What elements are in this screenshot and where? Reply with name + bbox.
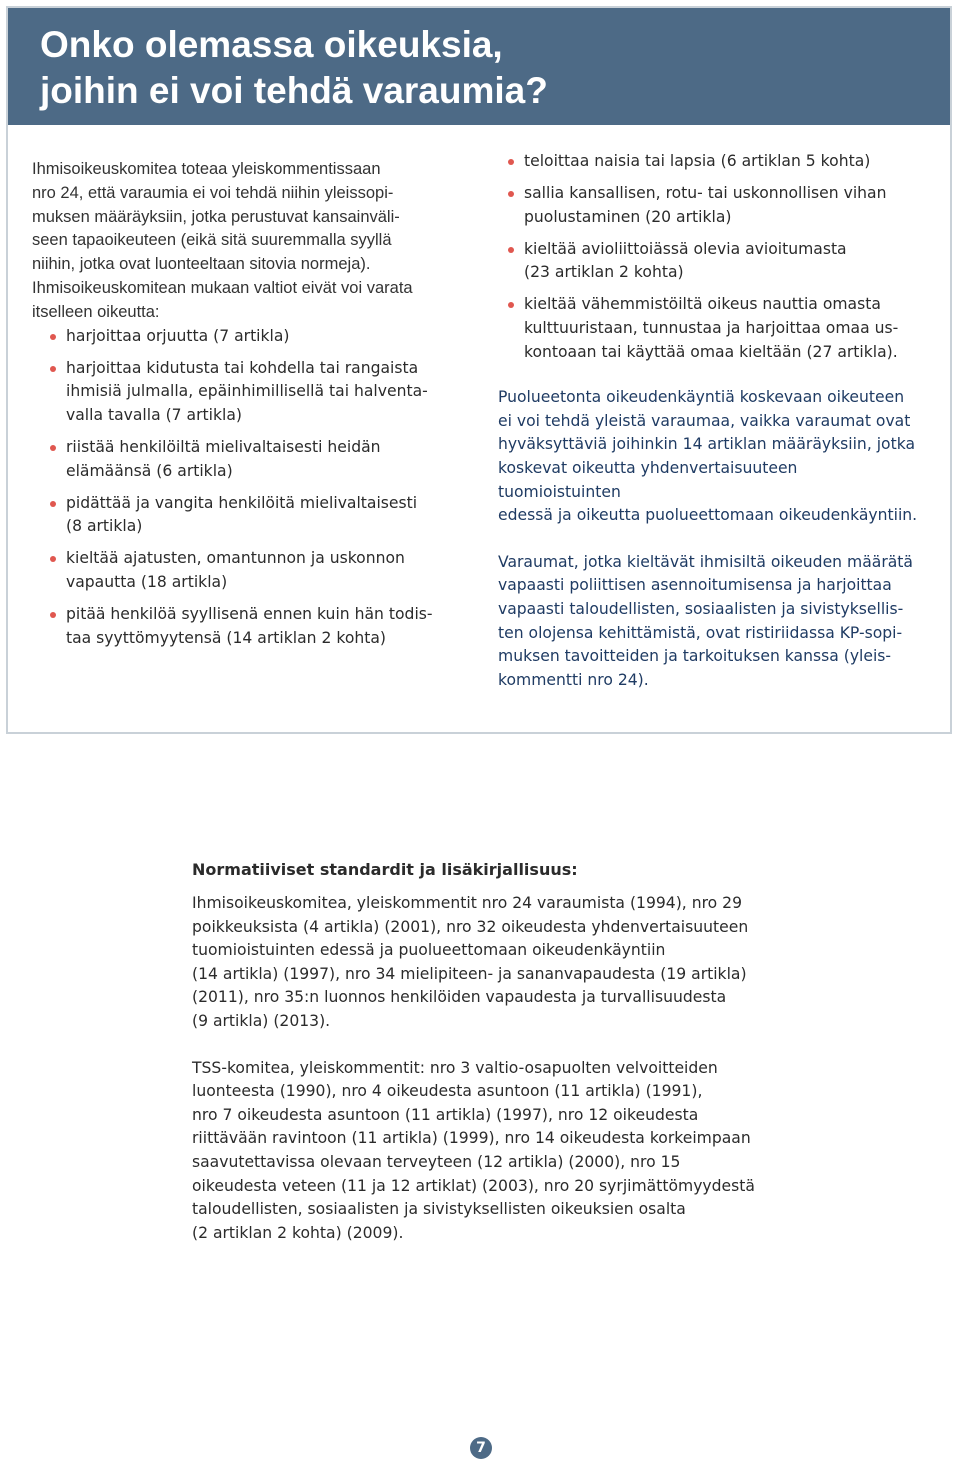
text-line: kieltää vähemmistöiltä oikeus nauttia omasta bbox=[524, 295, 881, 314]
text-line: oikeudesta veteen (11 ja 12 artiklat) (2003), nro 20 syrjimättömyydestä bbox=[192, 1176, 755, 1195]
text-line: saavutettavissa olevaan terveyteen (12 artikla) (2000), nro 15 bbox=[192, 1152, 681, 1171]
bullet-dot-icon bbox=[50, 445, 56, 451]
text-line: (23 artiklan 2 kohta) bbox=[524, 263, 684, 282]
text-line: (8 artikla) bbox=[66, 517, 143, 536]
list-item bbox=[490, 238, 920, 285]
right-bullet-list bbox=[490, 150, 920, 364]
self-determination-paragraph bbox=[490, 551, 920, 693]
text-line: (9 artikla) (2013). bbox=[192, 1011, 331, 1030]
text-line: kieltää ajatusten, omantunnon ja uskonnon bbox=[66, 549, 405, 568]
text-line: Ihmisoikeuskomitea, yleiskommentit nro 24 varaumista (1994), nro 29 bbox=[192, 894, 743, 912]
text-line: vapaasti taloudellisten, sosiaalisten ja sivistyksellis- bbox=[498, 600, 904, 618]
text-line: seen tapaoikeuteen (eikä sitä suuremmalla syyllä bbox=[32, 231, 392, 250]
text-line: vapautta (18 artikla) bbox=[66, 572, 228, 591]
text-line: muksen tavoitteiden ja tarkoituksen kanssa (yleis- bbox=[498, 647, 892, 666]
title-line: joihin ei voi tehdä varaumia? bbox=[40, 70, 548, 111]
list-item bbox=[32, 436, 468, 483]
bullet-dot-icon bbox=[508, 159, 514, 165]
text-line: pidättää ja vangita henkilöitä mielivaltaisesti bbox=[66, 493, 418, 512]
bullet-dot-icon bbox=[50, 334, 56, 340]
text-line: TSS-komitea, yleiskommentit: nro 3 valtio-osapuolten velvoitteiden bbox=[192, 1058, 718, 1077]
text-line: pitää henkilöä syyllisenä ennen kuin hän todis- bbox=[66, 605, 433, 624]
references-paragraph bbox=[192, 1057, 792, 1246]
text-line: koskevat oikeutta yhdenvertaisuuteen tuomioistuinten bbox=[498, 459, 798, 501]
text-line: kommentti nro 24). bbox=[498, 670, 649, 689]
list-item bbox=[490, 182, 920, 229]
text-line: puolustaminen (20 artikla) bbox=[524, 207, 732, 226]
left-bullet-list bbox=[32, 325, 468, 651]
list-item bbox=[32, 325, 468, 349]
text-line: taa syyttömyytensä (14 artiklan 2 kohta) bbox=[66, 628, 386, 647]
list-item bbox=[32, 357, 468, 428]
text-line: ihmisiä julmalla, epäinhimillisellä tai halventa- bbox=[66, 382, 428, 401]
list-item bbox=[490, 293, 920, 364]
text-line: elämäänsä (6 artikla) bbox=[66, 461, 233, 480]
text-line: kontoaan tai käyttää omaa kieltään (27 artikla). bbox=[524, 342, 898, 361]
text-line: Puolueetonta oikeudenkäyntiä koskevaan oikeuteen bbox=[498, 388, 905, 407]
text-line: niihin, jotka ovat luonteeltaan sitovia normeja). bbox=[32, 255, 371, 274]
text-line: edessä ja oikeutta puolueettomaan oikeudenkäyntiin. bbox=[498, 506, 918, 525]
bullet-dot-icon bbox=[50, 556, 56, 562]
text-line: hyväksyttäviä joihinkin 14 artiklan määräyksiin, jotka bbox=[498, 435, 916, 454]
text-line: kulttuuristaan, tunnustaa ja harjoittaa omaa us- bbox=[524, 319, 899, 338]
text-line: itselleen oikeutta: bbox=[32, 302, 160, 321]
intro-paragraph bbox=[32, 158, 468, 325]
text-line: vapaasti poliittisen asennoitumisensa ja harjoittaa bbox=[498, 576, 892, 595]
fair-trial-paragraph bbox=[490, 386, 920, 528]
text-line: nro 24, että varaumia ei voi tehdä niihin yleissopi- bbox=[32, 183, 394, 202]
text-line: riistää henkilöiltä mielivaltaisesti heidän bbox=[66, 437, 381, 456]
references-heading: Normatiiviset standardit ja lisäkirjallisuus: bbox=[192, 860, 578, 879]
page-title bbox=[40, 22, 840, 114]
left-column bbox=[32, 158, 468, 659]
right-column bbox=[490, 150, 920, 692]
list-item bbox=[32, 603, 468, 650]
text-line: (2011), nro 35:n luonnos henkilöiden vapaudesta ja turvallisuudesta bbox=[192, 988, 727, 1007]
text-line: (14 artikla) (1997), nro 34 mielipiteen- ja sananvapaudesta (19 artikla) bbox=[192, 964, 747, 983]
bullet-dot-icon bbox=[50, 366, 56, 372]
text-line: valla tavalla (7 artikla) bbox=[66, 405, 242, 424]
bullet-dot-icon bbox=[508, 302, 514, 308]
text-line: harjoittaa kidutusta tai kohdella tai rangaista bbox=[66, 358, 419, 377]
references-paragraph bbox=[192, 892, 792, 1034]
text-line: kieltää avioliittoiässä olevia avioitumasta bbox=[524, 239, 847, 258]
text-line: tuomioistuinten edessä ja puolueettomaan oikeudenkäyntiin bbox=[192, 941, 666, 960]
text-line: muksen määräyksiin, jotka perustuvat kansainväli- bbox=[32, 207, 400, 226]
text-line: luonteesta (1990), nro 4 oikeudesta asuntoon (11 artikla) (1991), bbox=[192, 1082, 703, 1101]
list-item bbox=[490, 150, 920, 174]
text-line: riittävään ravintoon (11 artikla) (1999), nro 14 oikeudesta korkeimpaan bbox=[192, 1129, 751, 1148]
title-line: Onko olemassa oikeuksia, bbox=[40, 24, 503, 65]
text-line: harjoittaa orjuutta (7 artikla) bbox=[66, 326, 290, 345]
text-line: taloudellisten, sosiaalisten ja sivistyksellisten oikeuksien osalta bbox=[192, 1200, 686, 1219]
text-line: Ihmisoikeuskomitean mukaan valtiot eivät voi varata bbox=[32, 278, 413, 297]
text-line: teloittaa naisia tai lapsia (6 artiklan 5 kohta) bbox=[524, 152, 871, 170]
text-line: nro 7 oikeudesta asuntoon (11 artikla) (1997), nro 12 oikeudesta bbox=[192, 1105, 699, 1124]
header-banner bbox=[8, 8, 950, 125]
page-number: 7 bbox=[470, 1437, 492, 1459]
text-line: poikkeuksista (4 artikla) (2001), nro 32 oikeudesta yhdenvertaisuuteen bbox=[192, 917, 749, 936]
text-line: ei voi tehdä yleistä varaumaa, vaikka varaumat ovat bbox=[498, 411, 911, 430]
text-line: ten olojensa kehittämistä, ovat ristiriidassa KP-sopi- bbox=[498, 623, 903, 642]
text-line: Ihmisoikeuskomitea toteaa yleiskommentissaan bbox=[32, 160, 381, 178]
text-line: Varaumat, jotka kieltävät ihmisiltä oikeuden määrätä bbox=[498, 552, 913, 571]
text-line: (2 artiklan 2 kohta) (2009). bbox=[192, 1223, 404, 1242]
bullet-dot-icon bbox=[508, 247, 514, 253]
bullet-dot-icon bbox=[508, 191, 514, 197]
list-item bbox=[32, 547, 468, 594]
bullet-dot-icon bbox=[50, 612, 56, 618]
text-line: sallia kansallisen, rotu- tai uskonnollisen vihan bbox=[524, 184, 887, 203]
list-item bbox=[32, 492, 468, 539]
references-section bbox=[192, 858, 792, 1245]
bullet-dot-icon bbox=[50, 501, 56, 507]
